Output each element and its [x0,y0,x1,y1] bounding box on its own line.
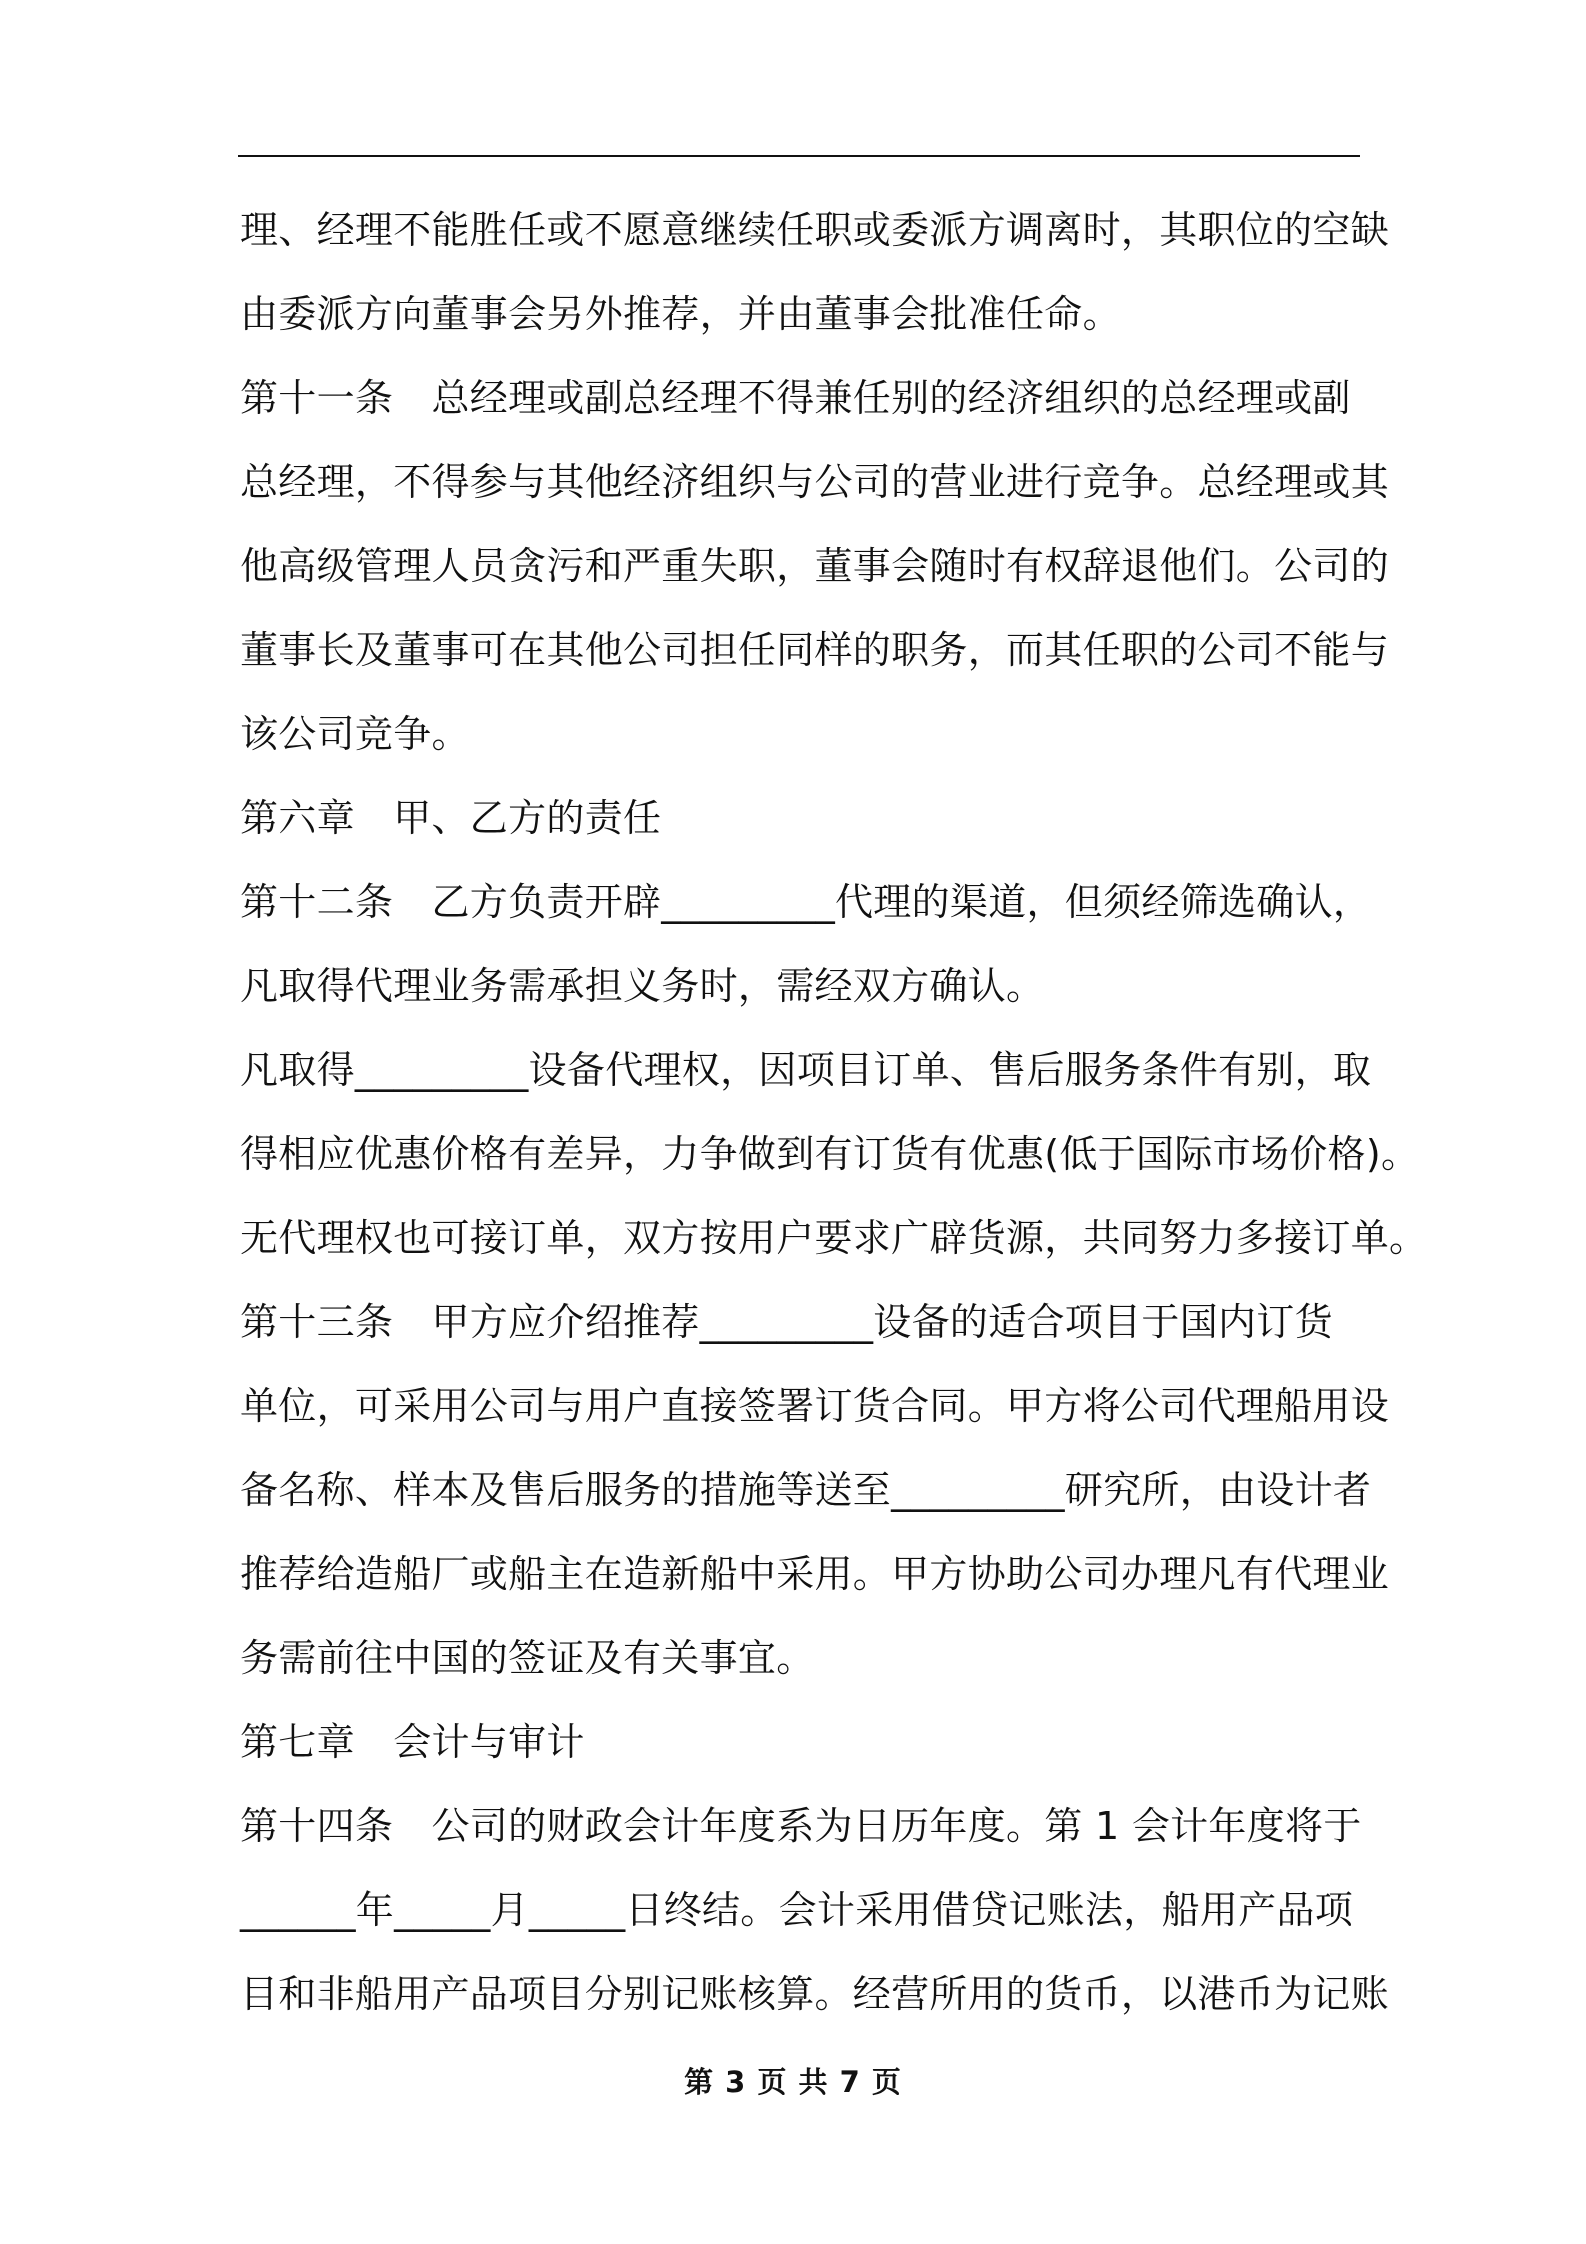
text-line: 单位，可采用公司与用户直接签署订货合同。甲方将公司代理船用设 [240,1384,1390,1428]
text-line: 该公司竞争。 [240,712,470,756]
text-line: 得相应优惠价格有差异，力争做到有订货有优惠(低于国际市场价格)。 [240,1132,1420,1176]
text-line: 目和非船用产品项目分别记账核算。经营所用的货币，以港币为记账 [240,1972,1390,2016]
text-line: 总经理，不得参与其他经济组织与公司的营业进行竞争。总经理或其 [240,460,1390,504]
text-line: 无代理权也可接订单，双方按用户要求广辟货源，共同努力多接订单。 [240,1216,1428,1260]
chapter-7-heading: 第七章 会计与审计 [240,1720,585,1764]
article-12-line: 第十二条 乙方负责开辟_________代理的渠道，但须经筛选确认， [240,880,1372,924]
text-line: 凡取得代理业务需承担义务时，需经双方确认。 [240,964,1045,1008]
document-body [240,188,1428,2036]
article-11-line: 第十一条 总经理或副总经理不得兼任别的经济组织的总经理或副 [240,376,1351,420]
text-line: 凡取得_________设备代理权，因项目订单、售后服务条件有别，取 [240,1048,1372,1092]
text-line: 董事长及董事可在其他公司担任同样的职务，而其任职的公司不能与 [240,628,1390,672]
chapter-6-heading: 第六章 甲、乙方的责任 [240,796,662,840]
text-line: 由委派方向董事会另外推荐，并由董事会批准任命。 [240,292,1121,336]
article-13-line: 第十三条 甲方应介绍推荐_________设备的适合项目于国内订货 [240,1300,1333,1344]
text-line: 备名称、样本及售后服务的措施等送至_________研究所，由设计者 [240,1468,1372,1512]
header-rule [238,155,1360,157]
text-line: 他高级管理人员贪污和严重失职，董事会随时有权辞退他们。公司的 [240,544,1390,588]
article-14-line: 第十四条 公司的财政会计年度系为日历年度。第 1 会计年度将于 [240,1804,1362,1848]
text-line: 理、经理不能胜任或不愿意继续任职或委派方调离时，其职位的空缺 [240,208,1390,252]
page-number: 第 3 页 共 7 页 [684,2065,902,2099]
text-line: ______年_____月_____日终结。会计采用借贷记账法，船用产品项 [240,1888,1354,1932]
text-line: 务需前往中国的签证及有关事宜。 [240,1636,815,1680]
text-line: 推荐给造船厂或船主在造新船中采用。甲方协助公司办理凡有代理业 [240,1552,1390,1596]
